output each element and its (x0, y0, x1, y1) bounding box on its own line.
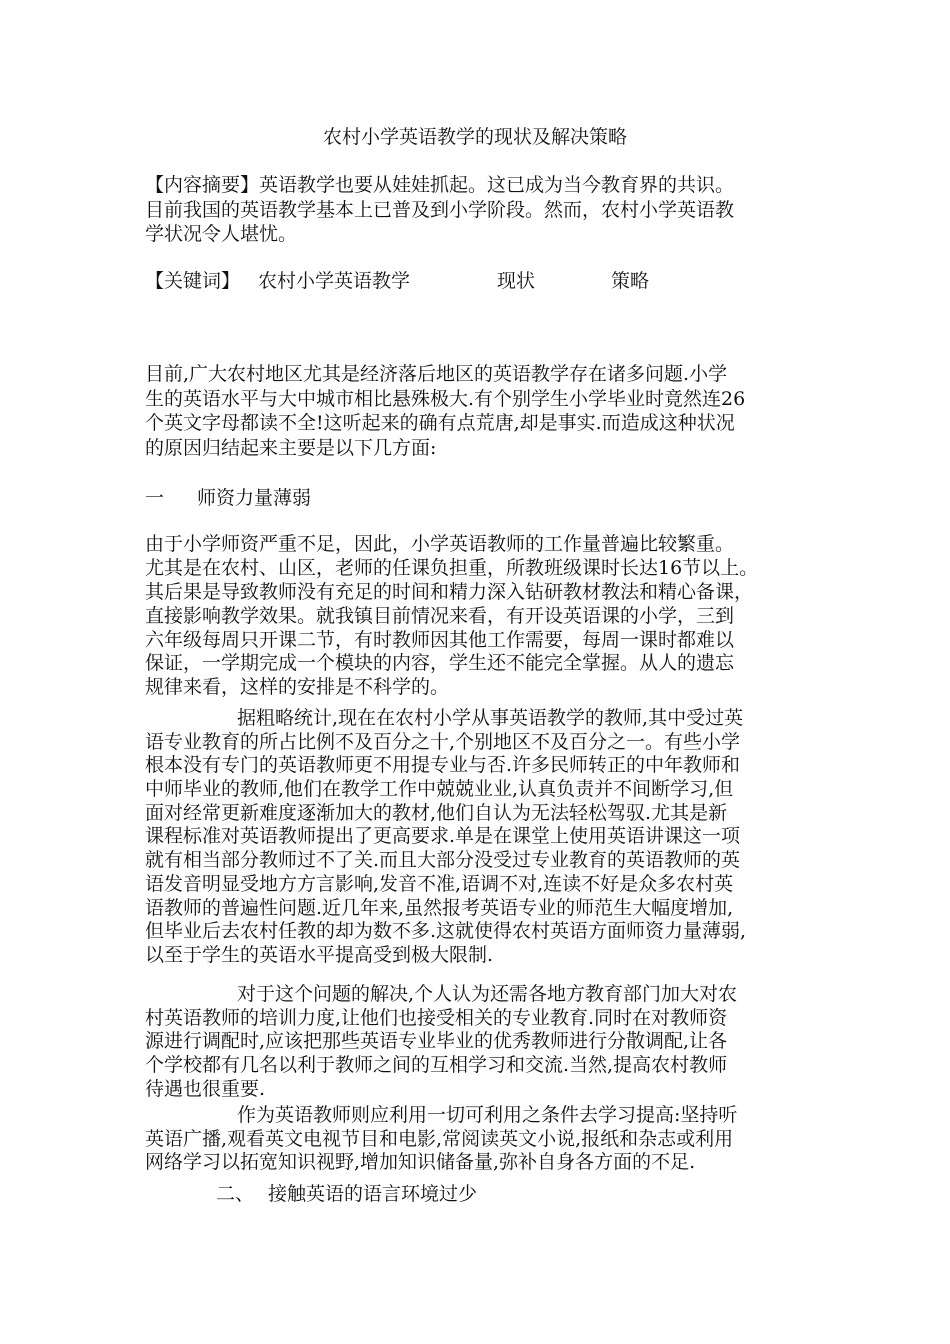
paragraph-line: 语教师的普遍性问题.近几年来,虽然报考英语专业的师范生大幅度增加, (145, 896, 734, 919)
intro-paragraph (145, 362, 810, 460)
section-title: 师资力量薄弱 (197, 487, 312, 509)
paragraph-line: 课程标准对英语教师提出了更高要求.单是在课堂上使用英语讲课这一项 (145, 825, 741, 848)
body-paragraph (145, 706, 810, 967)
keywords-label: 【关键词】 (145, 270, 241, 292)
paragraph-line: 尤其是在农村、山区，老师的任课负担重，所教班级课时长达16节以上。 (145, 556, 759, 579)
section-title: 接触英语的语言环境过少 (268, 1183, 478, 1205)
paragraph-line: 六年级每周只开课二节，有时教师因其他工作需要，每周一课时都难以 (145, 628, 735, 651)
section-number: 一 (145, 487, 165, 509)
abstract (145, 173, 810, 247)
body-paragraph (145, 532, 810, 699)
intro-line: 生的英语水平与大中城市相比悬殊极大.有个别学生小学毕业时竟然连26 (145, 387, 746, 410)
paragraph-line: 村英语教师的培训力度,让他们也接受相关的专业教育.同时在对教师资 (145, 1006, 728, 1029)
abstract-line: 目前我国的英语教学基本上已普及到小学阶段。然而，农村小学英语教 (145, 198, 735, 221)
paragraph-line: 网络学习以拓宽知识视野,增加知识储备量,弥补自身各方面的不足. (145, 1151, 696, 1174)
paragraph-line: 但毕业后去农村任教的却为数不多.这就使得农村英语方面师资力量薄弱, (145, 920, 747, 943)
intro-line: 的原因归结起来主要是以下几方面: (145, 436, 437, 459)
paragraph-line: 规律来看，这样的安排是不科学的。 (145, 676, 450, 699)
paragraph-line: 中师毕业的教师,他们在教学工作中兢兢业业,认真负责并不间断学习,但 (145, 778, 734, 801)
paragraph-line: 作为英语教师则应利用一切可利用之条件去学习提高:坚持听 (237, 1104, 738, 1126)
abstract-line: 【内容摘要】英语教学也要从娃娃抓起。这已成为当今教育界的共识。 (145, 174, 735, 196)
body-paragraph (145, 1103, 810, 1174)
paragraph-line: 由于小学师资严重不足，因此，小学英语教师的工作量普遍比较繁重。 (145, 533, 735, 555)
intro-line: 个英文字母都读不全!这听起来的确有点荒唐,却是事实.而造成这种状况 (145, 412, 735, 435)
abstract-line: 学状况令人堪忧。 (145, 223, 298, 245)
paragraph-line: 其后果是导致教师没有充足的时间和精力深入钻研教材教法和精心备课， (145, 580, 754, 603)
section-number: 二、 (216, 1183, 255, 1205)
paragraph-line: 英语广播,观看英文电视节目和电影,常阅读英文小说,报纸和杂志或利用 (145, 1127, 734, 1150)
body-paragraph (145, 982, 810, 1100)
paragraph-line: 据粗略统计,现在在农村小学从事英语教学的教师,其中受过英 (237, 707, 744, 729)
paragraph-line: 待遇也很重要. (145, 1077, 266, 1100)
paragraph-line: 语发音明显受地方方言影响,发音不准,语调不对,连读不好是众多农村英 (145, 872, 734, 895)
paragraph-line: 直接影响教学效果。就我镇目前情况来看，有开设英语课的小学，三到 (145, 604, 735, 627)
paragraph-line: 以至于学生的英语水平提高受到极大限制. (145, 943, 494, 966)
keyword-item: 农村小学英语教学 (258, 270, 411, 292)
paragraph-line: 语专业教育的所占比例不及百分之十,个别地区不及百分之一。有些小学 (145, 730, 741, 753)
keyword-item: 现状 (497, 270, 536, 292)
paragraph-line: 对于这个问题的解决,个人认为还需各地方教育部门加大对农 (237, 983, 738, 1005)
paragraph-line: 个学校都有几名以利于教师之间的互相学习和交流.当然,提高农村教师 (145, 1054, 728, 1077)
paragraph-line: 保证，一学期完成一个模块的内容，学生还不能完全掌握。从人的遗忘 (145, 652, 735, 675)
paragraph-line: 源进行调配时,应该把那些英语专业毕业的优秀教师进行分散调配,让各 (145, 1030, 728, 1053)
keyword-item: 策略 (611, 270, 650, 292)
document-title: 农村小学英语教学的现状及解决策略 (322, 126, 627, 148)
paragraph-line: 就有相当部分教师过不了关.而且大部分没受过专业教育的英语教师的英 (145, 849, 741, 872)
paragraph-line: 根本没有专门的英语教师更不用提专业与否.许多民师转正的中年教师和 (145, 754, 741, 777)
intro-line: 目前,广大农村地区尤其是经济落后地区的英语教学存在诸多问题.小学 (145, 363, 728, 385)
paragraph-line: 面对经常更新难度逐渐加大的教材,他们自认为无法轻松驾驭.尤其是新 (145, 801, 728, 824)
